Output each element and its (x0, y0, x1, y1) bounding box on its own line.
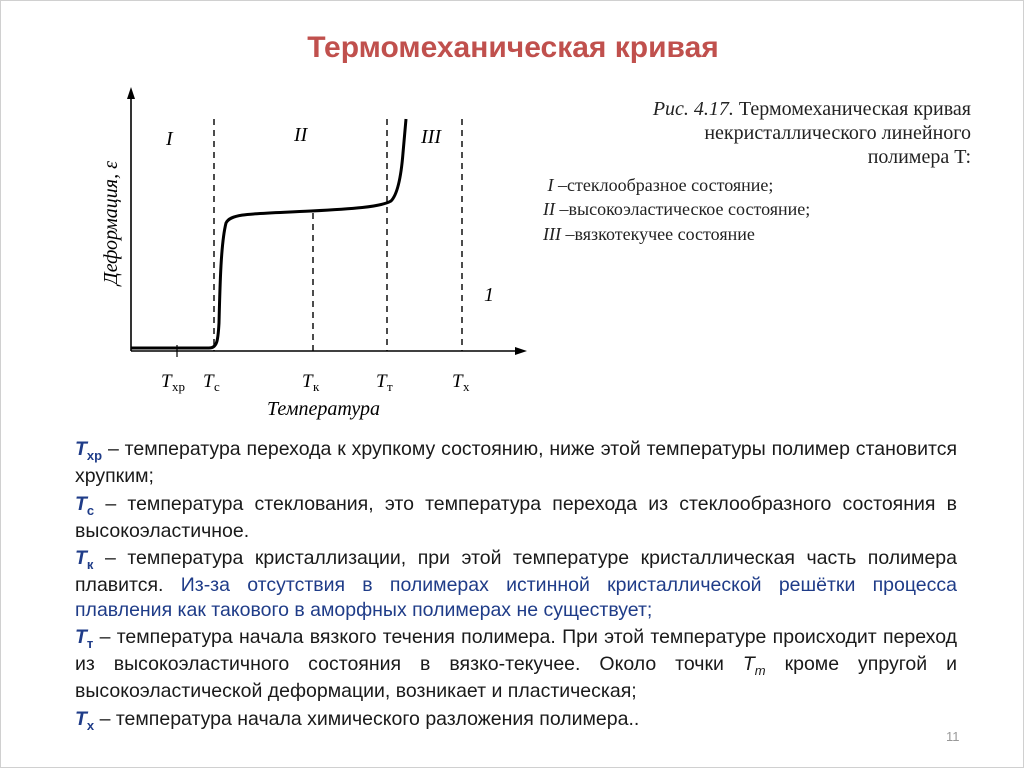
definition-tt: $T_т$ – температура начала вязкого течения полимера. При этой температуре происходит переход из высокоэластичного состояния в вязко-текучее. Около точки $T_т$ кроме упругой и высокоэластической деформации, возникает и пластическая; (75, 625, 957, 703)
svg-text:T: T (302, 371, 313, 392)
definition-tx: $T_х$ – температура начала химического разложения полимера.. (75, 707, 640, 733)
definition-tc: $T_с$ – температура стеклования, это температура перехода из стеклообразного состояния в высокоэластичное. (75, 492, 957, 542)
figure-number: Рис. 4.17. (652, 98, 734, 120)
slide-title: Термомеханическая кривая (307, 31, 719, 64)
tick-label-tk (302, 371, 320, 394)
y-axis-arrow (127, 87, 135, 99)
symbol-txr: $T_{хр}$ (75, 438, 103, 463)
symbol-tx: $T_х$ (75, 707, 95, 733)
svg-text:т: т (387, 379, 393, 394)
curve-number-label: 1 (484, 284, 494, 306)
deformation-curve (131, 119, 406, 348)
highlighted-note: Из-за отсутствия в полимерах истинной кристаллической решётки процесса плавления как такового в аморфных полимерах не существует; (75, 574, 957, 621)
tick-label-tc (203, 371, 220, 394)
x-axis-label: Температура (267, 398, 380, 420)
thermomechanical-curve-figure (91, 83, 531, 423)
svg-text:T: T (161, 371, 172, 392)
symbol-tk: $T_к$ (75, 547, 94, 572)
caption-item: II –высокоэластическое состояние; (543, 199, 811, 220)
svg-text:к: к (313, 379, 320, 394)
caption-item: III –вязкотекучее состояние (543, 223, 755, 244)
caption-line-1: Термомеханическая кривая (738, 98, 971, 120)
inline-symbol-tt: $T_т$ (742, 653, 766, 678)
svg-text:T: T (452, 371, 463, 392)
svg-text:хр: хр (172, 379, 185, 394)
symbol-tc: $T_с$ (75, 492, 95, 518)
region-label-iii: III (421, 126, 441, 148)
region-label-ii: II (294, 124, 308, 146)
svg-text:T: T (203, 371, 214, 392)
svg-text:T: T (376, 371, 387, 392)
tick-label-txr (161, 371, 185, 394)
region-label-i: I (166, 128, 173, 150)
x-axis-arrow (515, 347, 527, 355)
page-number: 11 (946, 729, 960, 744)
definition-txr: $T_{хр}$ – температура перехода к хрупкому состоянию, ниже этой температуры полимер становится хрупким; (75, 438, 957, 488)
definition-tk: $T_к$ – температура кристаллизации, при этой температуре кристаллическая часть полимера плавится. Из-за отсутствия в полимерах истинной кристаллической решётки процесса плавления как такового в аморфных полимерах не существует; (75, 547, 957, 621)
caption-line-3: полимера T: (867, 146, 971, 168)
caption-item: I –стеклообразное состояние; (547, 175, 774, 195)
caption-items (541, 173, 971, 246)
symbol-tt: $T_т$ (75, 625, 94, 651)
figure-caption (541, 97, 971, 246)
caption-header (541, 97, 971, 169)
tick-label-tt (376, 371, 393, 394)
y-axis-label: Деформация, ε (100, 161, 122, 285)
tick-label-tx (452, 371, 470, 394)
definitions-list (75, 437, 957, 737)
svg-text:х: х (463, 379, 470, 394)
caption-line-2: некристаллического линейного (704, 122, 971, 144)
svg-text:с: с (214, 379, 220, 394)
